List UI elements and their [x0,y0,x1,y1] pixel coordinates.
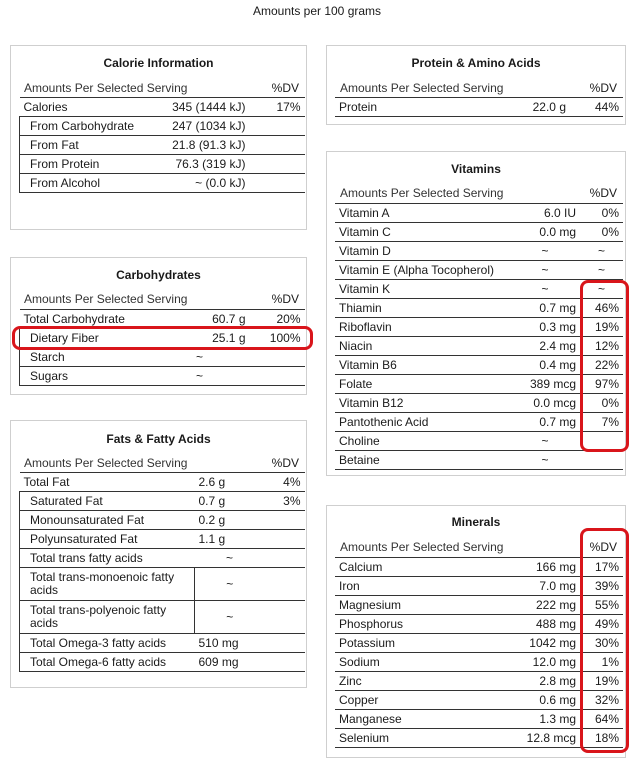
nutrient-amount: 0.7 g [195,492,265,511]
nutrient-name: Niacin [335,337,510,356]
table-row [335,223,623,242]
page-header: Amounts per 100 grams [252,4,382,18]
nutrient-amount: 0.7 mg [510,413,580,432]
dietary-fiber-highlight [12,326,313,350]
nutrient-amount: ~ [510,280,580,299]
nutrient-dv: ~ [580,280,623,299]
nutrient-dv: 39% [580,577,623,596]
nutrient-amount: ~ [195,568,265,601]
table-row [335,204,623,223]
nutrient-dv: 49% [580,615,623,634]
table-row [335,242,623,261]
table-row [20,98,305,117]
nutrient-name: Dietary Fiber [20,329,150,348]
nutrient-name: Riboflavin [335,318,510,337]
table-row [20,155,305,174]
nutrient-amount: 21.8 (91.3 kJ) [150,136,250,155]
nutrient-name: Starch [20,348,150,367]
nutrient-amount: ~ (0.0 kJ) [150,174,250,193]
panel-title: Carbohydrates [116,268,201,282]
nutrient-dv [250,174,305,193]
dv-header: %DV [589,81,617,95]
nutrient-dv: 0% [580,223,623,242]
nutrient-amount: 0.0 mcg [510,394,580,413]
nutrient-name: Protein [335,98,510,117]
nutrient-dv [250,348,305,367]
nutrient-dv [250,136,305,155]
dv-header: %DV [271,81,299,95]
nutrient-dv: 19% [580,318,623,337]
nutrient-dv [250,117,305,136]
nutrient-amount: ~ [510,432,580,451]
nutrient-amount: 12.8 mcg [500,729,580,748]
nutrient-dv [250,155,305,174]
calorie-panel [10,45,307,230]
nutrient-name: Iron [335,577,500,596]
nutrient-amount: 488 mg [500,615,580,634]
nutrient-dv: 4% [265,473,305,492]
calorie-table [19,97,305,193]
nutrient-amount: 76.3 (319 kJ) [150,155,250,174]
nutrient-name: Selenium [335,729,500,748]
nutrient-amount: 389 mcg [510,375,580,394]
panel-title: Minerals [451,515,501,529]
amounts-header: Amounts Per Selected Serving [24,456,188,470]
nutrient-dv: 100% [250,329,305,348]
nutrient-amount: ~ [195,549,265,568]
nutrient-name: Saturated Fat [20,492,195,511]
nutrient-dv: 32% [580,691,623,710]
nutrient-amount: ~ [195,601,265,634]
nutrient-dv [265,530,305,549]
nutrient-amount: 0.0 mg [510,223,580,242]
nutrient-amount: 2.4 mg [510,337,580,356]
nutrient-dv: ~ [580,261,623,280]
table-row [20,634,305,653]
nutrient-dv: 22% [580,356,623,375]
vitamins-dv-highlight [580,280,629,452]
nutrient-name: Betaine [335,451,510,470]
table-row [20,367,305,386]
nutrient-name: Vitamin A [335,204,510,223]
amounts-header: Amounts Per Selected Serving [340,186,504,200]
nutrient-name: Total Carbohydrate [20,310,150,329]
nutrient-amount: 0.3 mg [510,318,580,337]
table-row [335,451,623,470]
nutrient-amount: 510 mg [195,634,265,653]
nutrient-dv [250,367,305,386]
nutrient-name: Sugars [20,367,150,386]
nutrient-amount: 60.7 g [150,310,250,329]
table-row [20,492,305,511]
table-row [20,174,305,193]
table-row [20,653,305,672]
nutrient-name: Calories [20,98,150,117]
nutrient-name: Magnesium [335,596,500,615]
protein-panel [326,45,626,125]
nutrient-name: Monounsaturated Fat [20,511,195,530]
table-row [335,261,623,280]
nutrient-amount: 0.7 mg [510,299,580,318]
nutrient-amount: ~ [510,242,580,261]
nutrient-dv: 0% [580,204,623,223]
nutrient-name: Manganese [335,710,500,729]
nutrient-name: Pantothenic Acid [335,413,510,432]
panel-title: Protein & Amino Acids [411,56,541,70]
nutrient-dv [265,511,305,530]
nutrient-amount: 0.4 mg [510,356,580,375]
nutrient-dv: 46% [580,299,623,318]
table-row [20,511,305,530]
nutrient-amount: ~ [510,261,580,280]
amounts-header: Amounts Per Selected Serving [340,540,504,554]
nutrient-name: Vitamin B6 [335,356,510,375]
nutrient-dv [580,451,623,470]
panel-title: Calorie Information [103,56,214,70]
nutrient-amount: 2.8 mg [500,672,580,691]
nutrient-dv: 30% [580,634,623,653]
nutrient-dv [265,634,305,653]
nutrient-name: Vitamin D [335,242,510,261]
nutrient-name: Total Fat [20,473,195,492]
protein-table [335,97,623,117]
table-row [20,117,305,136]
table-row [20,601,305,634]
nutrient-dv: 7% [580,413,623,432]
nutrient-amount: 1042 mg [500,634,580,653]
amounts-header: Amounts Per Selected Serving [24,292,188,306]
table-row [20,530,305,549]
nutrient-name: Folate [335,375,510,394]
nutrient-name: From Alcohol [20,174,150,193]
nutrient-name: Total trans fatty acids [20,549,195,568]
nutrient-dv: 17% [580,558,623,577]
amounts-header: Amounts Per Selected Serving [24,81,188,95]
nutrient-name: Vitamin K [335,280,510,299]
nutrient-amount: 0.2 g [195,511,265,530]
nutrient-dv: 97% [580,375,623,394]
table-row [20,136,305,155]
nutrient-dv [265,549,305,568]
nutrient-amount: ~ [150,367,250,386]
nutrient-amount: 166 mg [500,558,580,577]
dv-header: %DV [271,292,299,306]
nutrient-name: Choline [335,432,510,451]
nutrient-name: Vitamin E (Alpha Tocopherol) [335,261,510,280]
fats-panel [10,420,307,688]
nutrient-amount: 1.3 mg [500,710,580,729]
table-row [335,98,623,117]
nutrient-amount: 2.6 g [195,473,265,492]
nutrient-name: From Protein [20,155,150,174]
nutrient-amount: 22.0 g [510,98,570,117]
nutrient-amount: 1.1 g [195,530,265,549]
amounts-header: Amounts Per Selected Serving [340,81,504,95]
nutrient-dv: 0% [580,394,623,413]
nutrient-amount: 247 (1034 kJ) [150,117,250,136]
fats-table [19,472,305,672]
nutrient-name: Phosphorus [335,615,500,634]
dv-header: %DV [271,456,299,470]
nutrient-dv: 19% [580,672,623,691]
nutrient-amount: 6.0 IU [510,204,580,223]
nutrient-dv: 44% [570,98,623,117]
nutrient-name: From Fat [20,136,150,155]
panel-title: Vitamins [451,162,501,176]
nutrient-amount: 609 mg [195,653,265,672]
nutrient-dv [265,601,305,634]
nutrient-dv: 3% [265,492,305,511]
nutrient-name: Potassium [335,634,500,653]
dv-header: %DV [589,186,617,200]
nutrient-dv: 17% [250,98,305,117]
nutrient-name: Total Omega-3 fatty acids [20,634,195,653]
nutrient-amount: 12.0 mg [500,653,580,672]
nutrient-amount: 345 (1444 kJ) [150,98,250,117]
nutrient-amount: 25.1 g [150,329,250,348]
nutrient-name: From Carbohydrate [20,117,150,136]
nutrient-dv: 1% [580,653,623,672]
table-row [20,549,305,568]
nutrient-name: Total Omega-6 fatty acids [20,653,195,672]
nutrient-amount: 222 mg [500,596,580,615]
nutrient-name: Copper [335,691,500,710]
nutrient-name: Total trans-monoenoic fatty acids [20,568,195,601]
nutrient-name: Vitamin C [335,223,510,242]
nutrient-name: Sodium [335,653,500,672]
nutrient-name: Calcium [335,558,500,577]
table-row [20,348,305,367]
nutrient-dv: 18% [580,729,623,748]
dv-header: %DV [589,540,617,554]
nutrient-name: Zinc [335,672,500,691]
nutrient-dv [265,653,305,672]
nutrient-amount: 7.0 mg [500,577,580,596]
table-row [20,473,305,492]
nutrient-dv: 64% [580,710,623,729]
nutrient-dv: 55% [580,596,623,615]
nutrient-dv: ~ [580,242,623,261]
nutrient-amount: 0.6 mg [500,691,580,710]
nutrient-amount: ~ [150,348,250,367]
nutrient-dv: 20% [250,310,305,329]
nutrient-name: Thiamin [335,299,510,318]
table-row [20,568,305,601]
nutrient-dv [265,568,305,601]
nutrient-dv: 12% [580,337,623,356]
nutrient-name: Vitamin B12 [335,394,510,413]
nutrient-name: Polyunsaturated Fat [20,530,195,549]
nutrient-amount: ~ [510,451,580,470]
nutrient-name: Total trans-polyenoic fatty acids [20,601,195,634]
panel-title: Fats & Fatty Acids [106,432,211,446]
minerals-dv-highlight [580,528,629,753]
